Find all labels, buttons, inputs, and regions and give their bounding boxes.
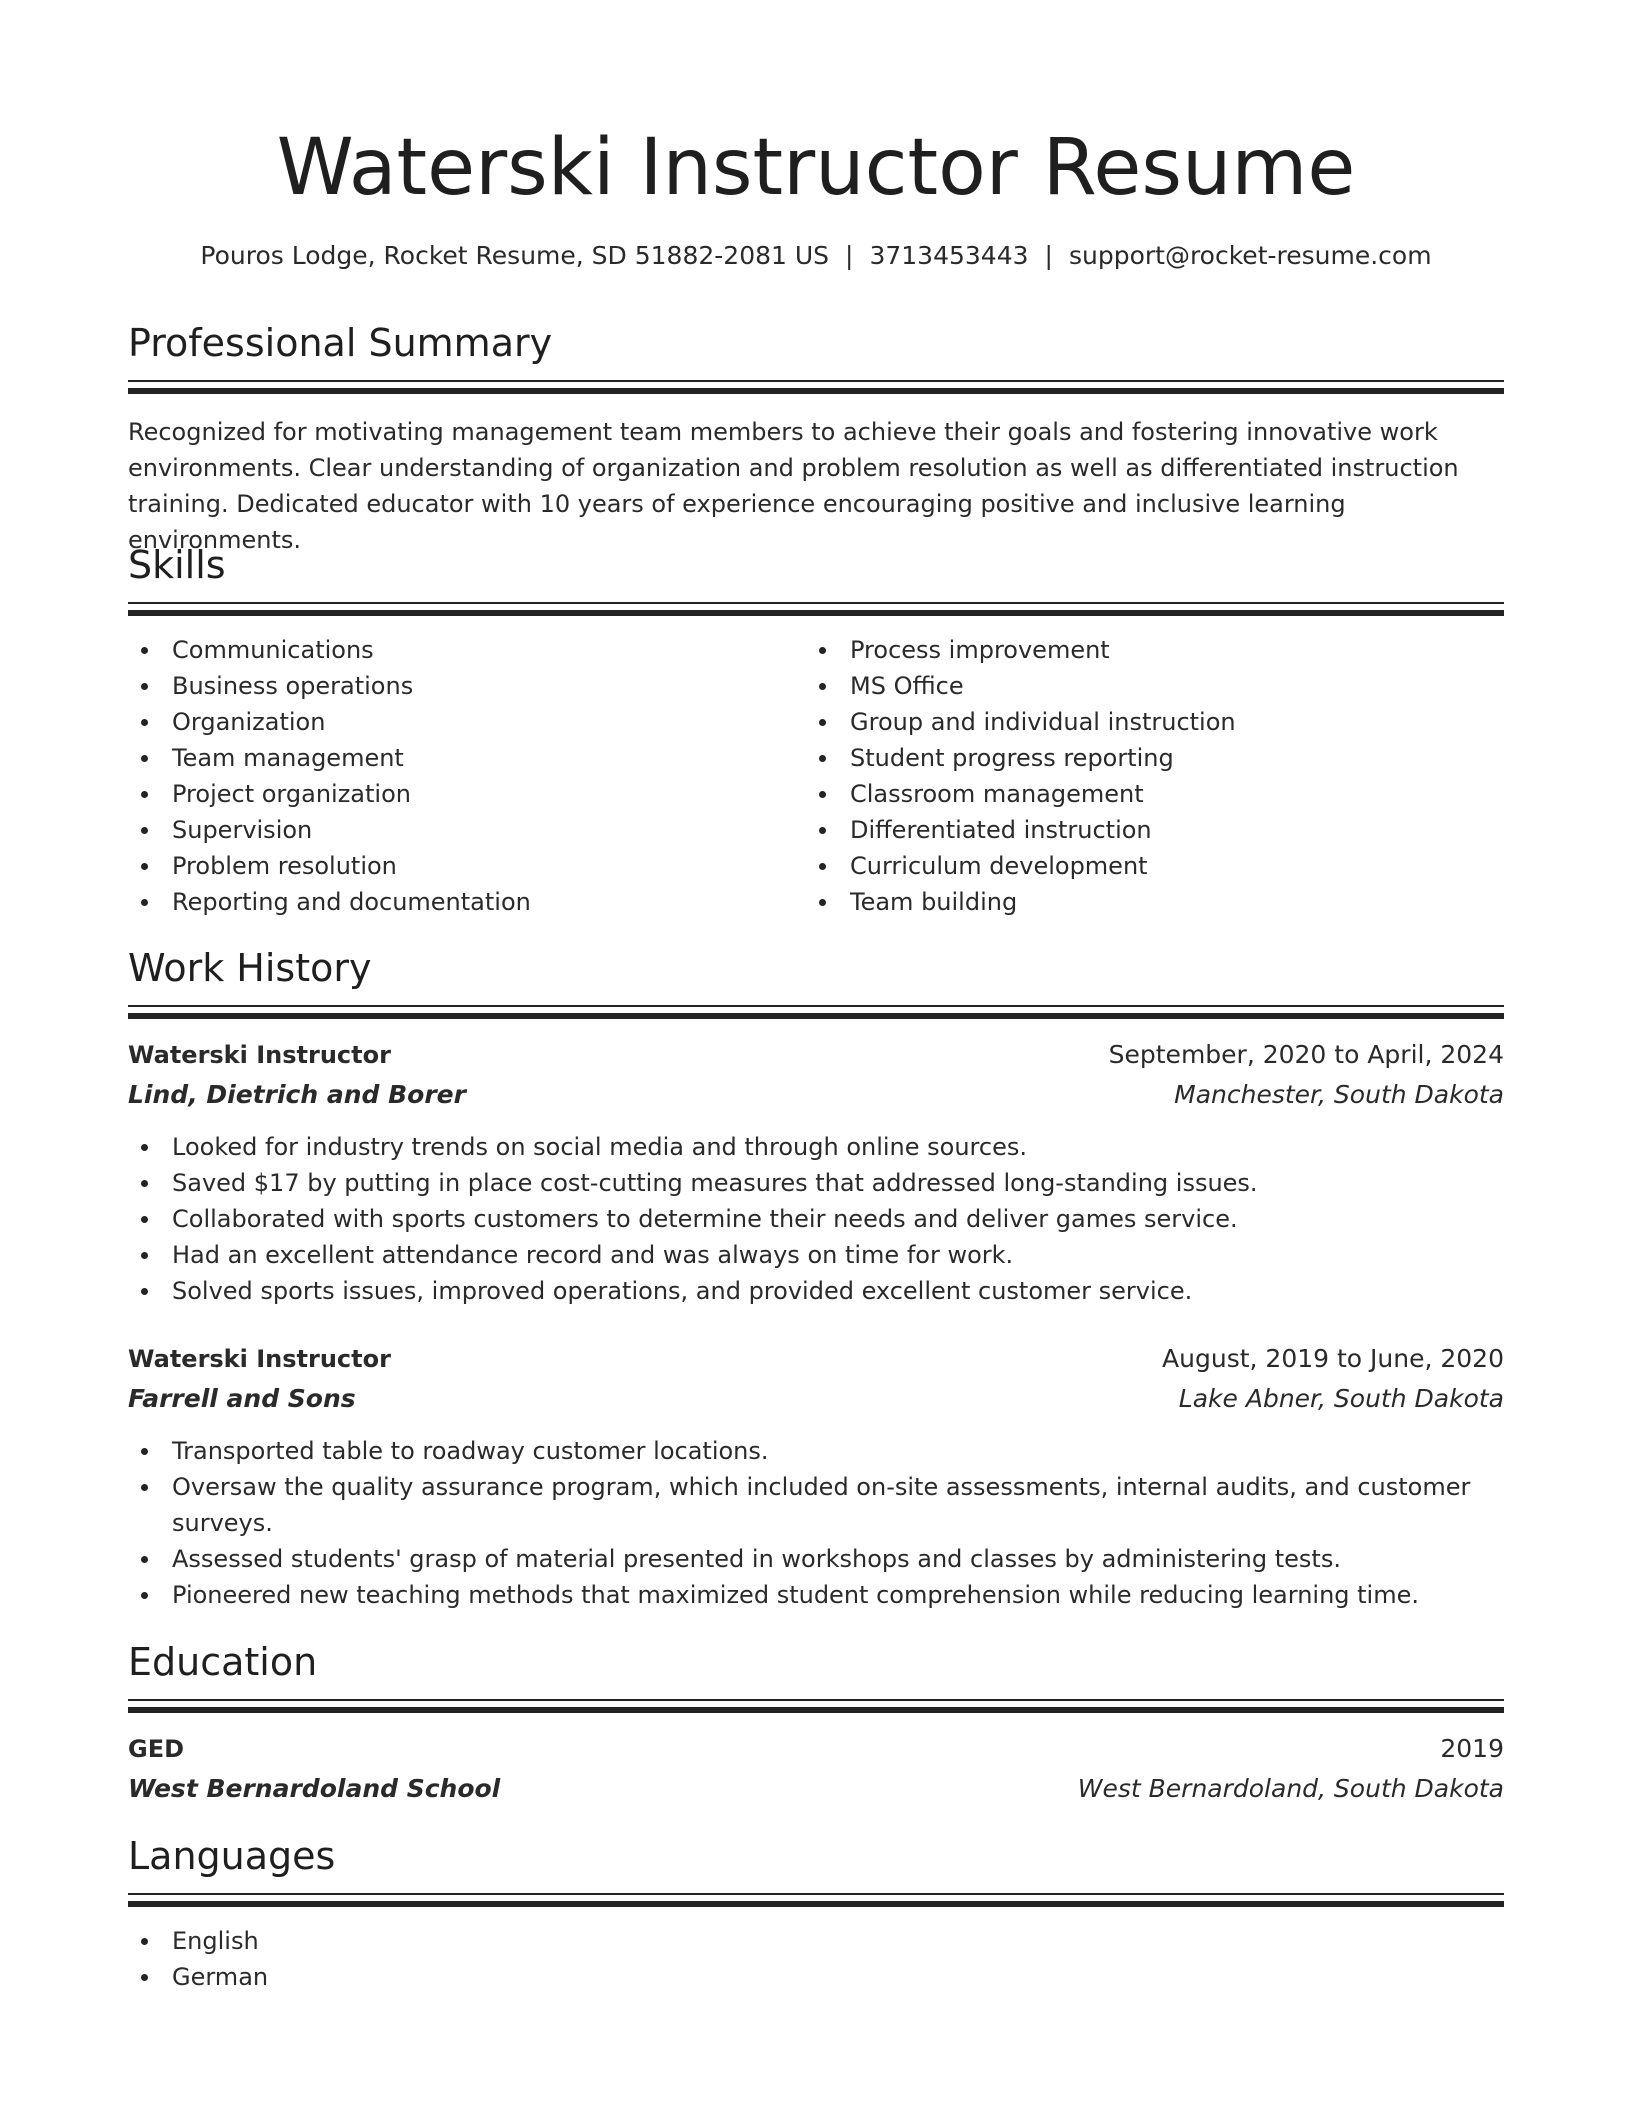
job-company: Farrell and Sons (128, 1384, 356, 1413)
job-entry (128, 1339, 1504, 1613)
work-history-section (128, 943, 1504, 1613)
job-duty: Had an excellent attendance record and was always on time for work. (172, 1237, 1504, 1273)
section-divider (128, 602, 1504, 604)
skill-item: Team building (850, 884, 1484, 920)
job-location: Lake Abner, South Dakota (1178, 1384, 1504, 1413)
skill-item: Process improvement (850, 632, 1484, 668)
skill-item: Differentiated instruction (850, 812, 1484, 848)
skills-columns (128, 632, 1504, 920)
language-item: German (172, 1959, 1504, 1995)
skill-item: Problem resolution (172, 848, 806, 884)
section-divider-thick (128, 1901, 1504, 1907)
contact-address: Pouros Lodge, Rocket Resume, SD 51882-2081 US (200, 241, 830, 270)
skills-column-left (128, 632, 806, 920)
job-duty: Pioneered new teaching methods that maximized student comprehension while reducing learning time. (172, 1577, 1504, 1613)
skill-item: Project organization (172, 776, 806, 812)
job-dates: August, 2019 to June, 2020 (1162, 1344, 1504, 1373)
skill-item: MS Office (850, 668, 1484, 704)
job-header-row (128, 1339, 1504, 1379)
contact-separator: | (1044, 241, 1053, 270)
skill-item: Reporting and documentation (172, 884, 806, 920)
skill-item: Student progress reporting (850, 740, 1484, 776)
work-history-heading: Work History (128, 946, 372, 990)
job-duty: Collaborated with sports customers to determine their needs and deliver games service. (172, 1201, 1504, 1237)
job-duty: Transported table to roadway customer locations. (172, 1433, 1504, 1469)
languages-list (128, 1923, 1504, 1995)
job-location: Manchester, South Dakota (1174, 1080, 1504, 1109)
section-divider-thick (128, 388, 1504, 394)
education-header-row (128, 1729, 1504, 1769)
education-entry (128, 1729, 1504, 1809)
job-duty: Solved sports issues, improved operations, and provided excellent customer service. (172, 1273, 1504, 1309)
skill-item: Organization (172, 704, 806, 740)
languages-heading: Languages (128, 1834, 336, 1878)
summary-heading: Professional Summary (128, 321, 553, 365)
section-divider (128, 1699, 1504, 1701)
education-school-row (128, 1769, 1504, 1809)
section-divider-thick (128, 1707, 1504, 1713)
resume-title: Waterski Instructor Resume (276, 123, 1356, 213)
skills-column-right (806, 632, 1484, 920)
job-duty: Assessed students' grasp of material presented in workshops and classes by administering tests. (172, 1541, 1504, 1577)
education-year: 2019 (1440, 1734, 1504, 1763)
education-degree: GED (128, 1735, 185, 1763)
job-duty: Looked for industry trends on social media and through online sources. (172, 1129, 1504, 1165)
education-heading: Education (128, 1640, 318, 1684)
job-header-row (128, 1035, 1504, 1075)
contact-email: support@rocket-resume.com (1068, 241, 1432, 270)
job-company: Lind, Dietrich and Borer (128, 1080, 466, 1109)
job-duty: Saved $17 by putting in place cost-cutting measures that addressed long-standing issues. (172, 1165, 1504, 1201)
contact-separator: | (845, 241, 854, 270)
skill-item: Business operations (172, 668, 806, 704)
section-divider-thick (128, 610, 1504, 616)
skills-list-left (128, 632, 806, 920)
skill-item: Communications (172, 632, 806, 668)
skill-item: Team management (172, 740, 806, 776)
languages-section (128, 1831, 1504, 1995)
job-duty: Oversaw the quality assurance program, which included on-site assessments, internal audits, and customer surveys. (172, 1469, 1504, 1541)
skill-item: Group and individual instruction (850, 704, 1484, 740)
job-dates: September, 2020 to April, 2024 (1108, 1040, 1504, 1069)
summary-section (128, 318, 1504, 558)
skill-item: Classroom management (850, 776, 1484, 812)
job-title: Waterski Instructor (128, 1345, 391, 1373)
section-divider-thick (128, 1013, 1504, 1019)
section-divider (128, 1005, 1504, 1007)
job-duties-list (128, 1129, 1504, 1309)
language-item: English (172, 1923, 1504, 1959)
skills-heading: Skills (128, 543, 226, 587)
contact-line (128, 238, 1504, 274)
skills-list-right (806, 632, 1484, 920)
section-divider (128, 380, 1504, 382)
education-school: West Bernardoland School (128, 1774, 501, 1803)
contact-phone: 3713453443 (869, 241, 1029, 270)
job-company-row (128, 1075, 1504, 1115)
education-location: West Bernardoland, South Dakota (1077, 1774, 1504, 1803)
job-company-row (128, 1379, 1504, 1419)
job-entry (128, 1035, 1504, 1309)
education-section (128, 1637, 1504, 1809)
skills-section (128, 540, 1504, 920)
skill-item: Curriculum development (850, 848, 1484, 884)
summary-text: Recognized for motivating management team members to achieve their goals and fostering innovative work environments. Clear understanding of organization and problem resolution as well as differentiated instruction training. Dedicated educator with 10 years of experience encouraging positive and inclusive learning environments. (128, 418, 1459, 554)
section-divider (128, 1893, 1504, 1895)
job-title: Waterski Instructor (128, 1041, 391, 1069)
job-duties-list (128, 1433, 1504, 1613)
skill-item: Supervision (172, 812, 806, 848)
